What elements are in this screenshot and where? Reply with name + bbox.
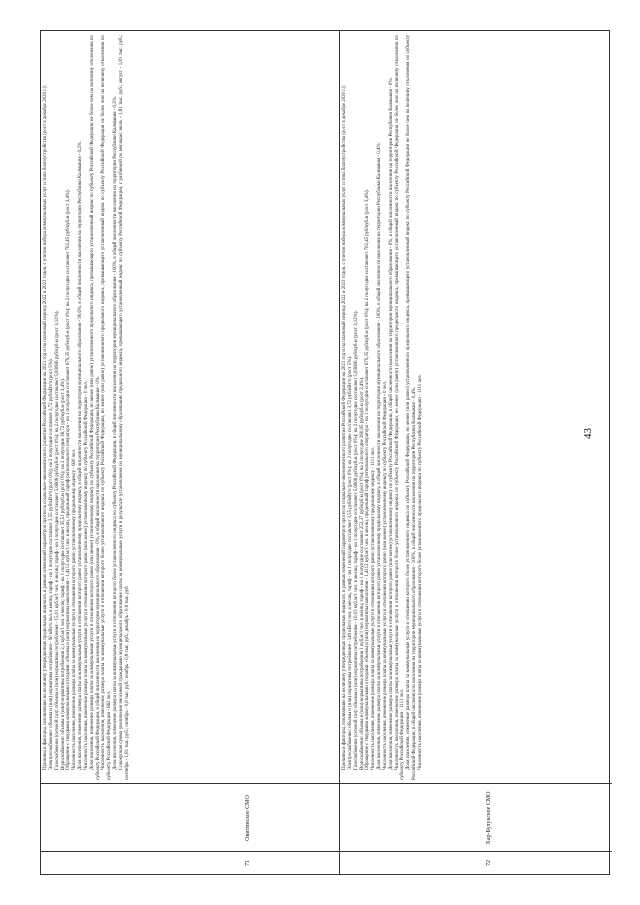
row-number-cell xyxy=(340,851,612,874)
paragraph: Доля населения, изменение размера платы за коммунальные услуги в отношении которого более установленного индекса по субъекту Российской Федерации, но менее (или равно) установленного предельного индекса, превышающего установленный индекс по субъекту Российской Федерации не более чем на величину отклонения по субъекту Российской Федерации, в общей численности населения на территории муниципального образования - 100%, в общей численности населения на территории Республики Калмыкия - 0,4%. xyxy=(406,35,418,780)
paragraph: Водоснабжение: объемы и (или) нормативы потребления 2,1 куб.м/1 чел. в месяц; тариф - на 1 полугодие составляет 35,51 руб/куб.м (рост 0%); на 2 полугодие 36,72 руб/куб.м (рост 3,4%). xyxy=(60,378,66,770)
row-number-cell xyxy=(41,851,339,874)
municipality-cell xyxy=(41,783,339,852)
description-cell xyxy=(41,31,339,784)
paragraph: Доля населения, изменение размера платы за коммунальные услуги в отношении которого равно (или менее) установленному индексу по субъекту Российской Федерации, но менее (или равно) установленного предельного индекса, превышающего установленный индекс по субъекту Российской Федерации не более чем на величину отклонения по субъекту Российской Федерации, в общей численности населения на территории муниципального образования - 0%, в общей численности населения на территории Республики Калмыкия - 0%. xyxy=(89,35,101,780)
paragraph: Газоснабжение (сетевой газ): объемы и (или) нормативы потребления - 10,03 куб.м/1 чел. в месяц; тариф - на 1 полугодие составляет 5,6606 руб/куб.м (рост 0%); на 2 полугодие составляет 5,83696 руб/куб.м (рост 3,12%). xyxy=(353,310,359,770)
paragraph: Газоснабжение (сетевой газ): объемы и (или) нормативы потребления - 15,01 куб.м/1 чел. в месяц; тариф - на 1 полугодие составляет 5,6606 руб/куб.м (рост 0%); на 2 полугодие составляет 5,83696 руб/куб.м (рост 3,12%). xyxy=(54,310,60,770)
municipality-name: Овитинское СМО xyxy=(245,795,251,841)
paragraph: Численность населения, изменение размера платы за коммунальные услуги в отношении которого равно установленному предельному индексу - 600 чел. xyxy=(72,449,78,770)
paragraph: Численность населения, изменение размера платы за коммунальные услуги в отношении которого более установленного предельного индекса по субъекту Российской Федерации - 1111 чел. xyxy=(417,374,423,770)
paragraph: Численность населения, изменение размера платы за коммунальные услуги в отношении которого равно установленному предельному индексу - 1111 чел. xyxy=(371,447,377,770)
paragraph: Электроснабжение: объемы и (или) нормативы потребления - 90 кВт/ч чел. в месяц, тариф - на 1 полугодие составляет 3,55 руб/кВт/ч (рост 0%); на 2 полугодие составляет 3,72 руб/кВт/ч (рост 5%). xyxy=(48,358,54,770)
paragraph: Доля населения, изменение размера платы за коммунальные услуги в отношении которого равно установленному предельному индексу, в общей численности населения на территории муниципального образования - 100%, в общей численности населения на территории Республики Калмыкия - 0,4%. xyxy=(377,142,383,770)
paragraph: Обращение с твердыми коммунальными отходами: объемы и (или) нормативы накопления - 1,4112 куб.м/1 чел. в месяц, предельный тариф регионального оператора - на 1 полугодие составляет 679,35 руб/куб.м (рост 0%); на 2 полугодие составляет 702,45 руб/куб.м (рост 3,4%). xyxy=(66,189,72,770)
data-table xyxy=(40,30,610,875)
paragraph: Причины и факторы, повлиявшие на величину утвержденных предельных индексов, в рамках изменений параметров прогноза социально-экономического развития Российской Федерации на 2021 год и на плановый период 2022 и 2023 годов, с учетом набора коммунальных услуг и типа благоустройства (рост в декабре 2020 г.): xyxy=(342,85,347,770)
paragraph: Обращение с твердыми коммунальными отходами: объемы и (или) нормативы накопления - 1,4112 куб.м/1 чел. в месяц, предельный тариф регионального оператора - на 1 полугодие составляет 679,35 руб/куб.м (рост 0%); на 2 полугодие составляет 702,45 руб/куб.м (рост 3,4%). xyxy=(365,189,371,770)
paragraph: Доля населения, изменение размера платы за коммунальные услуги в отношении которого равно установленному предельному индексу, в общей численности населения на территории муниципального образования - 90,6%, в общей численности населения на территории Республики Калмыкия - 0,2%. xyxy=(78,141,84,770)
paragraph: Электроснабжение: объемы и (или) нормативы потребления - 149 кВт/ч чел. в месяц, тариф - на 1 полугодие составляет 3,55 руб/кВт/ч (рост 0%); на 2 полугодие составляет 3,72 руб/кВт/ч (рост 5%). xyxy=(347,355,353,770)
paragraph: Причины и факторы, повлиявшие на величину утвержденных предельных индексов, в рамках изменений параметров прогноза социально-экономического развития Российской Федерации на 2021 год и на плановый период 2022 и 2023 годов, с учетом набора коммунальных услуг и типа благоустройства (рост в декабре 2020 г.): xyxy=(43,85,48,770)
municipality-name: Хар-Булукское СМО xyxy=(486,791,492,845)
paragraph: Доля населения, изменение размера платы за коммунальные услуги в отношении которого равно (или менее) установленному индексу по субъекту Российской Федерации, в общей численности населения на территории муниципального образования - 0%, в общей численности населения на территории Республики Калмыкия - 0%. xyxy=(388,77,394,770)
paragraph: Доля населения, изменение размера платы за коммунальные услуги в отношении которого более установленного индекса по субъекту Российской Федерации, в общей численности населения на территории муниципального образования - 100%, в общей численности населения на территории Республики Калмыкия - 0,2%. xyxy=(113,96,119,770)
paragraph: Численность населения, изменение размера платы за коммунальные услуги в отношении которого равно (или менее) установленному индексу по субъекту Российской Федерации - 0 чел. xyxy=(83,381,89,770)
municipality-cell xyxy=(340,783,612,852)
paragraph: Численность населения, изменение размера платы за коммунальные услуги в отношении которого более установленного индекса по субъекту Российской Федерации, но менее (или равно) установленного предельного индекса, превышающего установленный индекс по субъекту Российской Федерации не более чем на величину отклонения по субъекту Российской Федерации - 662 чел. xyxy=(101,35,113,780)
paragraph: Совокупная сумма увеличения вносимой гражданами муниципального образования платы за коммунальные услуги в результате установления по муниципальному образованию предельного индекса, превышающего установленный индекс по субъекту Российской Федерации, с разбивкой по месяцам: июль - 1,81 тыс. руб.; август - 1,81 тыс. руб.; сентябрь - 1,81 тыс. руб.; октябрь - 0,8 тыс. руб.; ноябрь - 0,8 тыс. руб.; декабрь - 0,8 тыс. руб. xyxy=(118,35,130,780)
row-number: 71 xyxy=(245,860,251,866)
paragraph: Численность населения, изменение размера платы за коммунальные услуги в отношении которого более установленного индекса по субъекту Российской Федерации, но менее (или равно) установленного предельного индекса, превышающего установленный индекс по субъекту Российской Федерации не более чем на величину отклонения по субъекту Российской Федерации - 1111 чел. xyxy=(394,35,406,780)
description-cell xyxy=(340,31,612,784)
paragraph: Водоснабжение: объемы и (или) нормативы потребления 1 куб.м/1 чел. в месяц; тариф - на 1 полугодие составляет 252,37 руб/куб.м (рост 0%); на 2 полугодие 260,95 руб/куб.м (рост 3,4%). xyxy=(359,376,365,770)
table-row xyxy=(339,31,612,874)
table-row xyxy=(41,31,339,874)
page-number: 43 xyxy=(582,428,594,439)
row-number: 72 xyxy=(486,860,492,866)
paragraph: Численность населения, изменение размера платы за коммунальные услуги в отношении которого равно (или менее) установленному индексу по субъекту Российской Федерации - 0 чел. xyxy=(382,381,388,770)
rotated-page xyxy=(40,30,610,875)
